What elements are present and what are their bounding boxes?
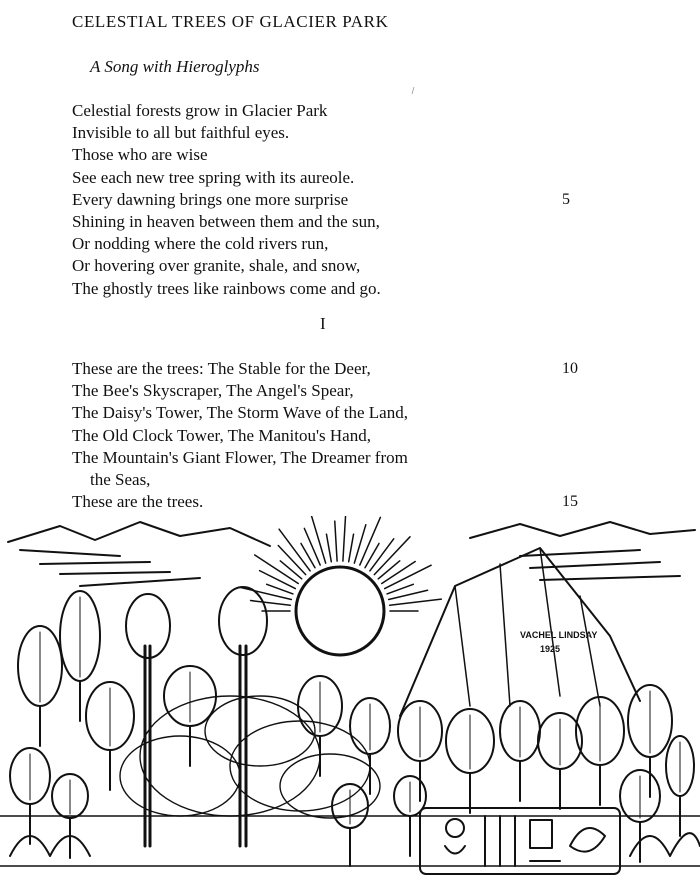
poem-line-text: Or hovering over granite, shale, and snow, — [72, 256, 361, 276]
poem-line-text: See each new tree spring with its aureole. — [72, 167, 355, 187]
sun-ray — [304, 528, 320, 565]
sun-ray — [251, 601, 291, 606]
print-fleck-icon — [410, 86, 416, 96]
hieroglyph-bird-icon — [570, 828, 605, 852]
pyramid-facets — [455, 548, 600, 706]
left-mountain-ridge — [8, 522, 270, 546]
tall-tree-crown-right — [219, 587, 267, 655]
sun — [296, 567, 384, 655]
sun-ray — [390, 599, 442, 605]
poem-line-text: Invisible to all but faithful eyes. — [72, 123, 290, 143]
poem-line — [72, 167, 381, 189]
poem-line — [72, 402, 408, 424]
sun-ray — [260, 571, 296, 589]
poem-line-text: Shining in heaven between them and the sun, — [72, 211, 380, 231]
stanza-two — [72, 358, 578, 513]
poem-line — [72, 425, 408, 447]
poem-line — [72, 380, 408, 402]
poem-line-text: the Seas, — [90, 469, 151, 489]
poem-line-text: Every dawning brings one more surprise — [72, 189, 349, 209]
sun-ray — [354, 525, 365, 563]
stanza-one — [72, 100, 570, 300]
poem-subtitle: A Song with Hieroglyphs — [90, 57, 260, 76]
poem-line — [72, 189, 570, 211]
poem-line-text: The Old Clock Tower, The Manitou's Hand, — [72, 425, 371, 445]
poem-line — [72, 469, 408, 491]
poem-line — [72, 278, 381, 300]
tall-tree-crown-left — [126, 594, 170, 658]
sun-ray — [326, 534, 331, 562]
poem-line-text: These are the trees: The Stable for the Deer, — [72, 359, 371, 378]
sun-rays — [241, 516, 442, 611]
poem-line — [72, 255, 381, 277]
poem-line-text: The Daisy's Tower, The Storm Wave of the Land, — [72, 403, 408, 423]
poem-line — [72, 233, 381, 255]
sun-ray — [349, 534, 354, 562]
hieroglyph-sun-icon — [446, 819, 464, 837]
poem-line-text: Celestial forests grow in Glacier Park — [72, 101, 328, 120]
poem-line-text: These are the trees. — [72, 492, 204, 512]
sun-ray — [280, 561, 301, 579]
left-sky-strokes — [20, 550, 200, 586]
poem-line — [72, 211, 381, 233]
poem-line — [72, 358, 578, 380]
poem-line-text: Those who are wise — [72, 145, 208, 165]
poem-line-text: The Mountain's Giant Flower, The Dreamer from — [72, 447, 408, 467]
poem-line-text: The Bee's Skyscraper, The Angel's Spear, — [72, 381, 354, 401]
sun-ray — [241, 587, 292, 599]
hieroglyph-heart-icon — [445, 846, 465, 854]
sun-ray — [343, 516, 346, 561]
poem-line — [72, 144, 381, 166]
forest-illustration — [0, 516, 700, 882]
poem-line-text: The ghostly trees like rainbows come and go. — [72, 278, 381, 298]
poem-line — [72, 100, 381, 122]
signature-name: VACHEL LINDSAY — [520, 630, 598, 640]
hieroglyph-tablet — [420, 808, 620, 874]
poem-line — [72, 491, 578, 513]
left-foreground-scribble — [10, 836, 90, 856]
line-number: 10 — [562, 360, 578, 377]
line-number: 15 — [562, 493, 578, 511]
sun-ray — [335, 521, 337, 561]
line-number: 5 — [562, 190, 570, 208]
poem-line — [72, 122, 381, 144]
sun-ray — [378, 561, 399, 579]
sun-ray — [311, 516, 326, 563]
poem-line — [72, 447, 408, 469]
signature-year: 1925 — [540, 644, 561, 654]
poem-line-text: Or nodding where the cold rivers run, — [72, 234, 329, 254]
poem-title: CELESTIAL TREES OF GLACIER PARK — [72, 12, 389, 31]
right-mountain-ridge — [470, 522, 695, 538]
section-numeral: I — [320, 314, 326, 333]
hieroglyph-square-icon — [530, 820, 552, 848]
hieroglyph-bars-icon — [485, 816, 515, 866]
